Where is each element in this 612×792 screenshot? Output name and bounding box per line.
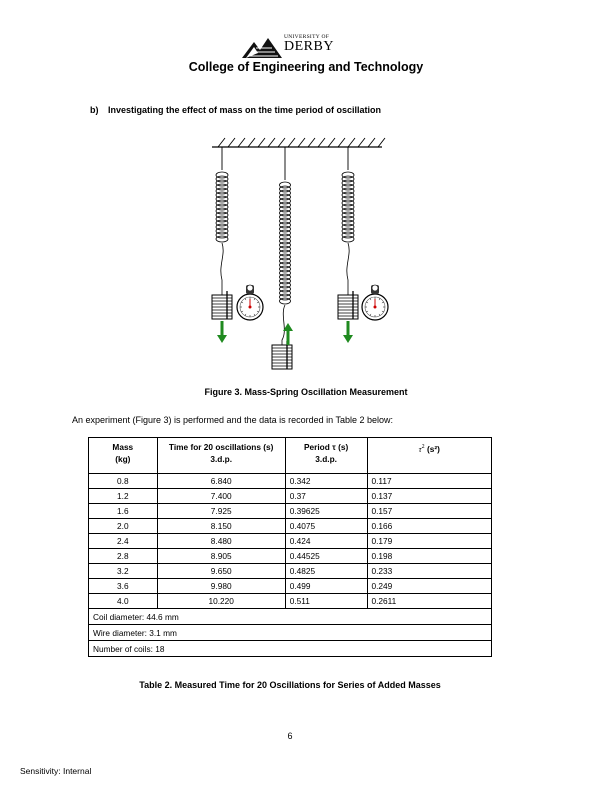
number-of-coils: Number of coils: 18: [89, 641, 492, 657]
spring-right: [342, 172, 354, 242]
table-row: [89, 625, 492, 641]
table-row: [89, 519, 492, 534]
table-row: [89, 609, 492, 625]
table-row: [89, 594, 492, 609]
cell-time: 10.220: [157, 594, 285, 609]
ceiling: [212, 138, 385, 147]
cell-tau-squared: 0.157: [367, 504, 491, 519]
cell-mass: 2.8: [89, 549, 158, 564]
cell-tau-squared: 0.166: [367, 519, 491, 534]
table-row: [89, 564, 492, 579]
cell-time: 8.150: [157, 519, 285, 534]
cell-period: 0.511: [285, 594, 367, 609]
table-header-row: [89, 438, 492, 474]
section-title: Investigating the effect of mass on the time period of oscillation: [108, 105, 382, 115]
cell-tau-squared: 0.198: [367, 549, 491, 564]
cell-time: 7.925: [157, 504, 285, 519]
table-row: [89, 504, 492, 519]
derby-logo-icon: [242, 36, 282, 58]
wire-right: [347, 243, 349, 295]
spring-left: [216, 172, 228, 242]
table-row: [89, 474, 492, 489]
intro-text: An experiment (Figure 3) is performed and the data is recorded in Table 2 below:: [72, 415, 394, 425]
stopwatch-icon: [237, 285, 263, 320]
university-logo: [242, 34, 382, 60]
cell-time: 9.980: [157, 579, 285, 594]
stopwatch-icon: [362, 285, 388, 320]
cell-mass: 2.0: [89, 519, 158, 534]
cell-time: 8.480: [157, 534, 285, 549]
cell-time: 7.400: [157, 489, 285, 504]
wire-middle: [282, 305, 285, 347]
cell-mass: 1.2: [89, 489, 158, 504]
cell-time: 8.905: [157, 549, 285, 564]
mass-block-right: [338, 291, 358, 319]
table-row: [89, 489, 492, 504]
mass-spring-diagram: [200, 135, 390, 375]
cell-mass: 3.6: [89, 579, 158, 594]
logo-university-of: UNIVERSITY OF: [284, 34, 330, 40]
college-title: College of Engineering and Technology: [188, 60, 424, 74]
section-letter: b): [90, 105, 99, 115]
wire-diameter: Wire diameter: 3.1 mm: [89, 625, 492, 641]
cell-tau-squared: 0.2611: [367, 594, 491, 609]
table-row: [89, 579, 492, 594]
page-number: 6: [287, 731, 293, 741]
cell-period: 0.39625: [285, 504, 367, 519]
mass-spring-figure: [200, 135, 390, 375]
cell-mass: 4.0: [89, 594, 158, 609]
cell-time: 6.840: [157, 474, 285, 489]
cell-time: 9.650: [157, 564, 285, 579]
spring-middle: [280, 182, 291, 304]
cell-tau-squared: 0.179: [367, 534, 491, 549]
header-period: Period τ (s) 3.d.p.: [285, 438, 367, 474]
table-row: [89, 534, 492, 549]
cell-period: 0.37: [285, 489, 367, 504]
wire-left: [221, 243, 223, 295]
sensitivity-label: Sensitivity: Internal: [20, 766, 92, 776]
cell-period: 0.4825: [285, 564, 367, 579]
arrow-down-icon: [343, 321, 353, 343]
cell-mass: 0.8: [89, 474, 158, 489]
data-table: [88, 437, 492, 657]
header-time: Time for 20 oscillations (s) 3.d.p.: [157, 438, 285, 474]
table-row: [89, 549, 492, 564]
cell-mass: 2.4: [89, 534, 158, 549]
arrow-down-icon: [217, 321, 227, 343]
cell-mass: 1.6: [89, 504, 158, 519]
mass-block-left: [212, 291, 232, 319]
figure-caption: Figure 3. Mass-Spring Oscillation Measurement: [204, 387, 408, 397]
logo-derby: DERBY: [284, 39, 334, 54]
section-heading: [90, 105, 381, 115]
table-caption: Table 2. Measured Time for 20 Oscillations for Series of Added Masses: [139, 680, 441, 690]
header-tau-squared: $\tau^2$ (s²): [367, 438, 491, 474]
cell-tau-squared: 0.249: [367, 579, 491, 594]
cell-tau-squared: 0.137: [367, 489, 491, 504]
coil-diameter: Coil diameter: 44.6 mm: [89, 609, 492, 625]
header-mass: Mass (kg): [89, 438, 158, 474]
table-row: [89, 641, 492, 657]
cell-tau-squared: 0.233: [367, 564, 491, 579]
cell-mass: 3.2: [89, 564, 158, 579]
cell-period: 0.499: [285, 579, 367, 594]
cell-period: 0.342: [285, 474, 367, 489]
cell-period: 0.44525: [285, 549, 367, 564]
cell-period: 0.4075: [285, 519, 367, 534]
cell-period: 0.424: [285, 534, 367, 549]
cell-tau-squared: 0.117: [367, 474, 491, 489]
mass-block-middle: [272, 341, 292, 369]
